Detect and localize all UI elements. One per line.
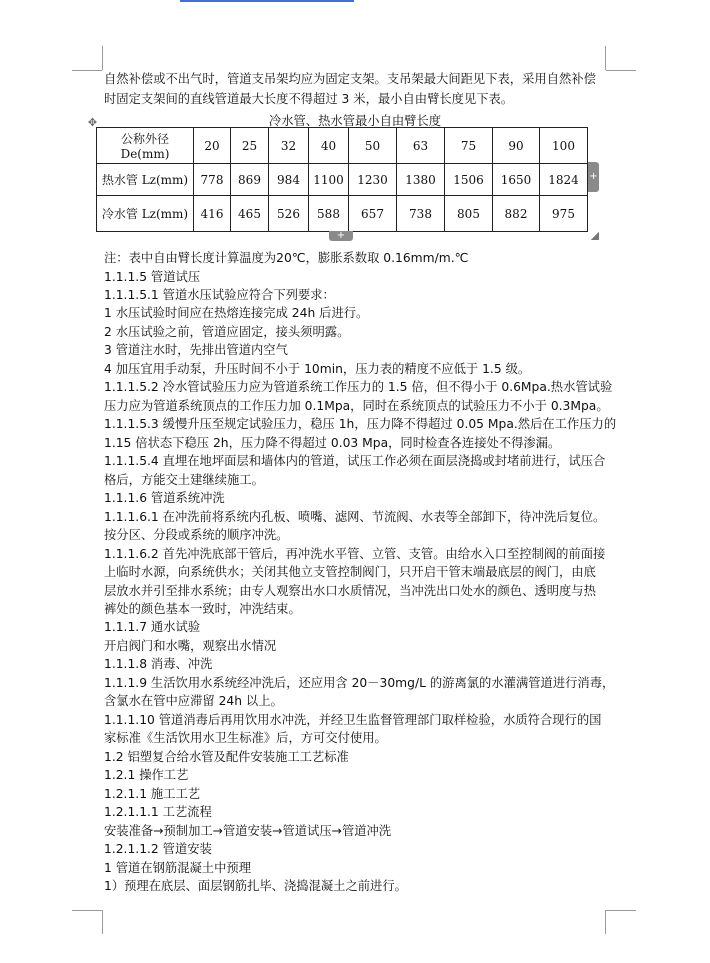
value-cell: 778 [194, 164, 231, 196]
free-arm-length-table [96, 127, 588, 232]
table-row-hot-water [97, 164, 588, 196]
value-cell: 416 [194, 196, 231, 232]
crop-mark-bottom-right-h [606, 910, 636, 911]
row-label-cell: 冷水管 Lz(mm) [97, 196, 194, 232]
table-caption: 冷水管、热水管最小自由臂长度 [268, 114, 442, 128]
add-column-button[interactable]: + [588, 162, 599, 192]
crop-mark-bottom-left-v [102, 910, 103, 934]
value-cell: 984 [269, 164, 309, 196]
value-cell: 1650 [493, 164, 540, 196]
paragraph-line: 上临时水源，向系统供水；关闭其他立支管控制阀门，只开启干管末端最底层的阀门，由底 [104, 565, 596, 579]
header-col-cell: 25 [231, 128, 269, 164]
header-label-line1: 公称外径 [120, 132, 169, 146]
row-label-cell: 热水管 Lz(mm) [97, 164, 194, 196]
paragraph-line: 1.1.1.8 消毒、冲洗 [104, 657, 213, 672]
header-col-cell: 75 [445, 128, 493, 164]
value-cell: 1824 [540, 164, 588, 196]
table-resize-handle-icon[interactable] [591, 232, 599, 240]
header-col-cell: 100 [540, 128, 588, 164]
paragraph-line: 开启阀门和水嘴，观察出水情况 [104, 638, 277, 653]
value-cell: 738 [397, 196, 445, 232]
value-cell: 1230 [349, 164, 397, 196]
paragraph-line: 1.2.1.1.1 工艺流程 [104, 805, 212, 820]
value-cell: 657 [349, 196, 397, 232]
paragraph-line: 1.1.1.5.1 管道水压试验应符合下列要求： [104, 287, 335, 302]
header-label-line2: De(mm) [120, 147, 170, 161]
paragraph-line: 安装准备→预制加工→管道安装→管道试压→管道冲洗 [104, 823, 392, 838]
paragraph-line: 2 水压试验之前，管道应固定，接头须明露。 [104, 324, 350, 339]
paragraph-line: 1.1.1.5.2 冷水管试验压力应为管道系统工作压力的 1.5 倍，但不得小于 0.6Mpa.热水管试验 [104, 380, 613, 395]
value-cell: 975 [540, 196, 588, 232]
paragraph-line: 1.15 倍状态下稳压 2h，压力降不得超过 0.03 Mpa，同时检查各连接处不得渗漏。 [104, 435, 561, 450]
header-col-cell: 63 [397, 128, 445, 164]
paragraph-line: 1.1.1.5.3 缓慢升压至规定试验压力，稳压 1h，压力降不得超过 0.05 Mpa.然后在工作压力的 [104, 417, 617, 432]
crop-mark-top-left-h [72, 70, 102, 71]
header-label-cell [97, 128, 194, 164]
crop-mark-top-left-v [102, 46, 103, 70]
table-move-handle-icon[interactable]: ✥ [87, 116, 98, 129]
paragraph-line: 1.1.1.7 通水试验 [104, 620, 201, 635]
paragraph-line: 1.1.1.9 生活饮用水系统经冲洗后，还应用含 20－30mg/L 的游离氯的水灌满管道进行消毒， [104, 675, 615, 690]
paragraph-line: 1.1.1.5.4 直埋在地坪面层和墙体内的管道，试压工作必须在面层浇捣或封堵前进行，试压合 [104, 454, 606, 469]
value-cell: 882 [493, 196, 540, 232]
paragraph-line: 含氯水在管中应滞留 24h 以上。 [104, 694, 283, 709]
value-cell: 805 [445, 196, 493, 232]
header-col-cell: 40 [309, 128, 349, 164]
paragraph-line: 1 水压试验时间应在热熔连接完成 24h 后进行。 [104, 306, 369, 321]
value-cell: 1506 [445, 164, 493, 196]
header-col-cell: 90 [493, 128, 540, 164]
value-cell: 526 [269, 196, 309, 232]
paragraph-line: 1.1.1.10 管道消毒后再用饮用水冲洗，并经卫生监督管理部门取样检验，水质符合现行的国 [104, 712, 602, 727]
paragraph-line: 1.2.1.1.2 管道安装 [104, 842, 212, 856]
paragraph-line: 家标准《生活饮用水卫生标准》后，方可交付使用。 [104, 731, 387, 746]
top-selection-bar [180, 0, 354, 2]
paragraph-line: 3 管道注水时，先排出管道内空气 [104, 343, 288, 358]
paragraph-line: 自然补偿或不出气时，管道支吊架均应为固定支架。支吊架最大间距见下表，采用自然补偿 [104, 72, 596, 86]
paragraph-line: 压力应为管道系统顶点的工作压力加 0.1Mpa，同时在系统顶点的试验压力不小于 0.3Mpa。 [104, 398, 609, 413]
table-row-cold-water [97, 196, 588, 232]
paragraph-line: 按分区、分段或系统的顺序冲洗。 [104, 528, 289, 542]
crop-mark-top-right-h [606, 70, 636, 71]
crop-mark-top-right-v [605, 46, 606, 70]
header-col-cell: 50 [349, 128, 397, 164]
paragraph-line: 注：表中自由臂长度计算温度为20℃，膨胀系数取 0.16mm/m.℃ [104, 251, 469, 265]
header-col-cell: 32 [269, 128, 309, 164]
paragraph-line: 1.2 铝塑复合给水管及配件安装施工工艺标准 [104, 749, 349, 764]
add-row-button[interactable]: + [329, 231, 353, 241]
paragraph-line: 1.2.1.1 施工工艺 [104, 786, 201, 801]
paragraph-line: 4 加压宜用手动泵，升压时间不小于 10min，压力表的精度不应低于 1.5 级。 [104, 361, 531, 376]
paragraph-line: 1）预理在底层、面层钢筋扎毕、浇捣混凝土之前进行。 [104, 879, 407, 893]
paragraph-line: 层放水并引至排水系统；由专人观察出水口水质情况，当冲洗出口处水的颜色、透明度与热 [104, 583, 596, 598]
header-col-cell: 20 [194, 128, 231, 164]
paragraph-line: 1.1.1.6 管道系统冲洗 [104, 491, 225, 506]
paragraph-line: 格后，方能交土建继续施工。 [104, 472, 264, 487]
crop-mark-bottom-left-h [72, 910, 102, 911]
crop-mark-bottom-right-v [605, 910, 606, 934]
value-cell: 1380 [397, 164, 445, 196]
paragraph-line: 时固定支架间的直线管道最大长度不得超过 3 米，最小自由臂长度见下表。 [104, 92, 514, 106]
value-cell: 465 [231, 196, 269, 232]
paragraph-line: 1 管道在钢筋混凝土中预理 [104, 860, 251, 875]
paragraph-line: 1.1.1.6.2 首先冲洗底部干管后，再冲洗水平管、立管、支管。由给水入口至控制阀的前面接 [104, 546, 606, 561]
value-cell: 588 [309, 196, 349, 232]
value-cell: 869 [231, 164, 269, 196]
paragraph-line: 1.1.1.5 管道试压 [104, 269, 201, 284]
paragraph-line: 1.2.1 操作工艺 [104, 768, 189, 783]
paragraph-line: 1.1.1.6.1 在冲洗前将系统内孔板、喷嘴、滤网、节流阀、水表等全部卸下，待冲洗后复位。 [104, 509, 606, 524]
paragraph-line: 裤处的颜色基本一致时，冲洗结束。 [104, 601, 301, 616]
table-header-row [97, 128, 588, 164]
value-cell: 1100 [309, 164, 349, 196]
